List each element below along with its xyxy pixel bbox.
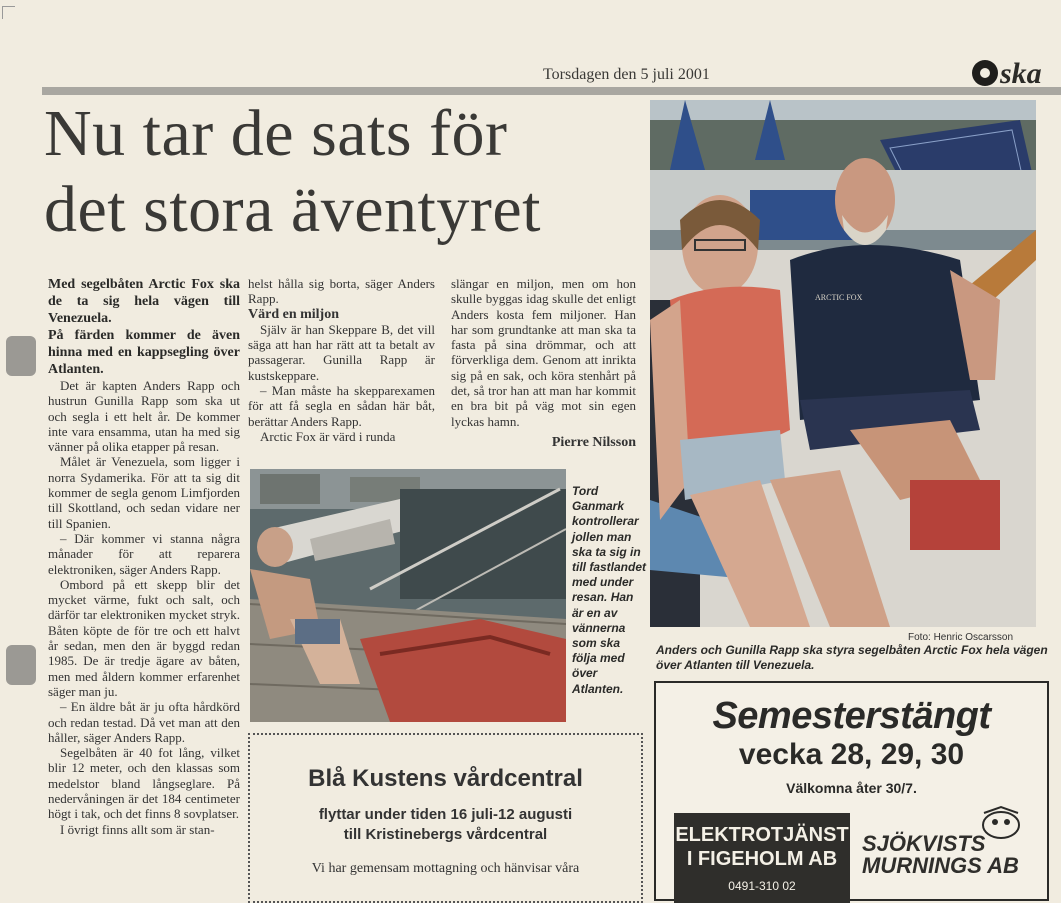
binding-hole [6, 336, 36, 376]
vardcentral-ad [248, 733, 643, 903]
main-caption: Anders och Gunilla Rapp ska styra segelbåten Arctic Fox hela vägen över Atlanten till Venezuela. [656, 643, 1048, 672]
sjokvists-logo: SJÖKVISTS MURNINGS AB [862, 831, 1019, 878]
couple-photo [650, 100, 1036, 627]
subheading: Värd en miljon [248, 306, 339, 322]
ingress: Med segelbåten Arctic Fox ska de ta sig hela vägen till Venezuela. På färden kommer de även hinna med en kappsegling över Atlanten. [48, 277, 240, 377]
harbour-photo-image [250, 469, 566, 722]
issue-date: Torsdagen den 5 juli 2001 [543, 66, 710, 83]
article-column-1: Med segelbåten Arctic Fox ska de ta sig hela vägen till Venezuela. På färden kommer de även hinna med en kappsegling över Atlanten. Det är kapten Anders Rapp och hustrun Gunilla Rapp som ska ut och segla i ett helt år. De kommer inte vara ensamma, utan ha med sig vänner på olika etapper på resan. Målet är Venezuela, som ligger i norra Sydamerika. För att ta sig dit kommer de segla genom Limfjorden till Skottland, och sedan vidare ner till Spanien. – Där kommer vi stanna några månader för att reparera elektroniken, säger Anders Rapp. Ombord på ett skepp blir det mycket värme, fukt och salt, och därför tar elektroniken mycket stryk. Båten köpte de för tre och ett halvt år sedan, men den är byggd redan 1985. De är tredje ägare av båten, men med åldern kommer erfarenhet säger man ju. – En äldre båt är ju ofta hårdkörd och redan testad. Då vet man att den håller, säger Anders Rapp. Segelbåten är 40 fot lång, vilket blir 12 meter, och den klassas som medelstor bland långseglare. På nedervåningen är det 184 centimeter högt i tak, och det finns 8 sovplatser. I övrigt finns allt som är stan- [48, 277, 240, 837]
elektrotjanst-phone: 0491-310 02 [728, 879, 796, 893]
byline: Pierre Nilsson [551, 434, 636, 450]
side-caption: Tord Ganmark kontrollerar jollen man ska ta sig in till fastlandet med under resan. Han är en av vännerna som ska följa med över Atlanten. [572, 484, 647, 696]
semester-welcome: Välkomna åter 30/7. [786, 780, 917, 796]
semester-ad [654, 681, 1049, 901]
logo-o-icon [972, 60, 998, 86]
margin-mark [2, 6, 15, 19]
vardcentral-info: Vi har gemensam mottagning och hänvisar våra [311, 861, 580, 876]
headline: Nu tar de sats för det stora äventyret [44, 97, 541, 246]
semester-weeks: vecka 28, 29, 30 [738, 738, 965, 771]
header-rule [42, 87, 1061, 95]
shirt-text: ARCTIC FOX [815, 293, 863, 302]
photo-credit: Foto: Henric Oscarsson [908, 632, 1014, 643]
newspaper-logo: ska [972, 57, 1042, 91]
harbour-photo [250, 469, 566, 722]
article-column-3: slängar en miljon, men om hon skulle byggas idag skulle det enligt Anders kosta fem miljoner. Han har som grundtanke att man ska ta fasta på sina drömmar, och att förverkliga dem. Genom att inrikta sig på en sak, och köra stenhårt på det, så tror han att man har kommit en bra bit på väg mot sin egen lyckas hamn. Pierre Nilsson [451, 276, 636, 450]
binding-hole [6, 645, 36, 685]
vardcentral-move-text: flyttar under tiden 16 juli-12 augusti till Kristinebergs vårdcentral [318, 806, 573, 843]
vardcentral-title: Blå Kustens vårdcentral [308, 765, 583, 792]
couple-photo-image [650, 100, 1036, 627]
semester-title: Semesterstängt [712, 695, 991, 737]
elektrotjanst-box: ELEKTROTJÄNST I FIGEHOLM AB 0491-310 02 [674, 813, 850, 903]
article-column-2: helst hålla sig borta, säger Anders Rapp. Värd en miljon Själv är han Skeppare B, det vill säga att han har rätt att ta betalt av passagerar. Gunilla Rapp är kustskeppare. – Man måste ha skepparexamen för att få segla en sådan här båt, berättar Anders Rapp. Arctic Fox är värd i runda [248, 276, 435, 444]
